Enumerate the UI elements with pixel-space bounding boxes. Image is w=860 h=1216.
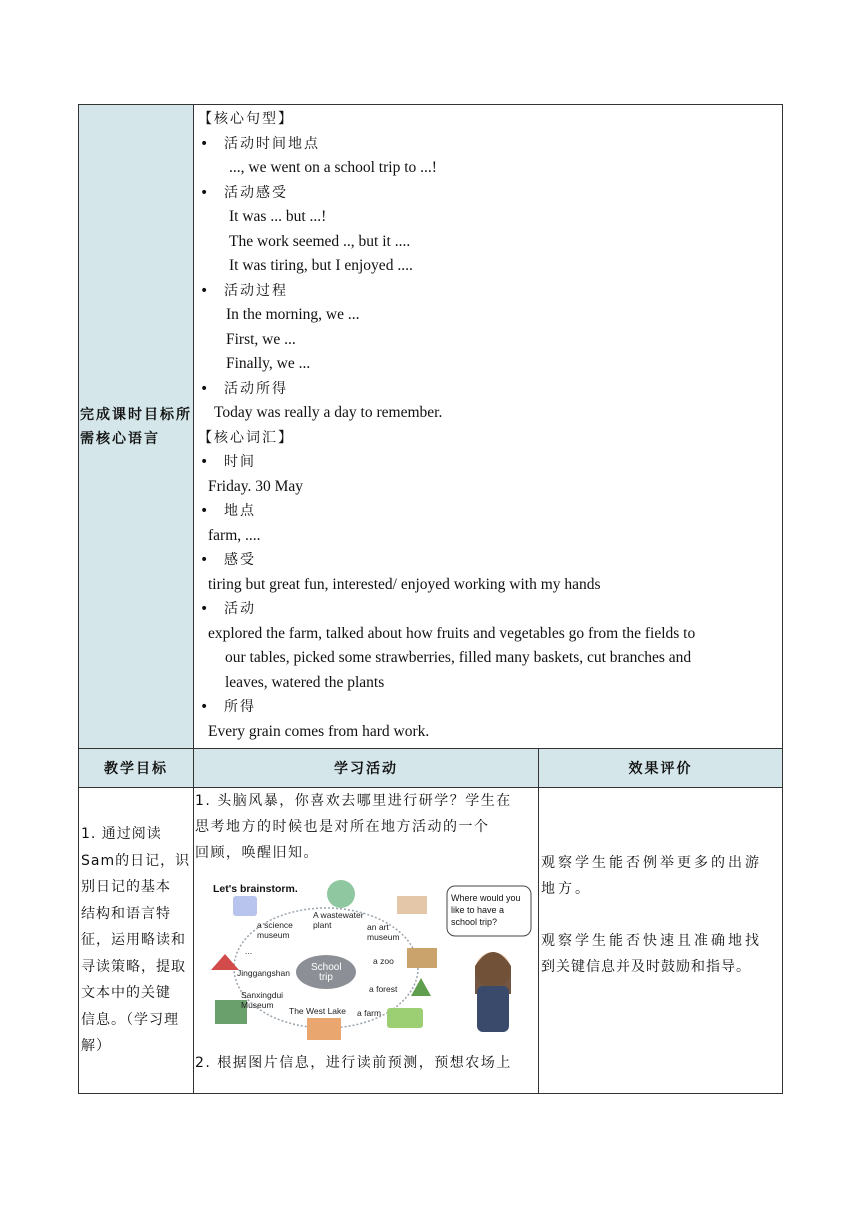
bullet-icon: • [200,454,211,470]
goal-line: Sam的日记，识 [81,852,191,869]
line-text: In the morning, we ... [226,306,360,323]
brainstorm-title: Let's brainstorm. [213,883,298,895]
activity-step2-line: 2. 根据图片信息，进行读前预测，预想农场上 [195,1055,512,1071]
eval-p2-line: 观察学生能否快速且准确地找 [541,933,762,949]
pattern-line [198,328,778,353]
core-language-label-text: 完成课时目标所需核心语言 [80,406,192,447]
bullet-item [198,132,778,157]
goal-line: 别日记的基本 [81,879,171,896]
bullet-item [198,450,778,475]
line-text: First, we ... [226,330,296,348]
line-text: It was ... but ...! [229,208,327,225]
header-row [79,749,783,788]
bubble-text: Where would you like to have a school trip? [451,893,521,927]
place-west-lake: The West Lake [289,1006,347,1016]
activity-vocab-line-3: leaves, watered the plants [225,673,385,691]
teaching-goal [79,788,194,1094]
bullet-item [198,279,778,304]
goal-line: 信息。（学习理 [81,1011,179,1028]
eval-p1-line: 地方。 [541,881,592,897]
farm-icon [387,1008,423,1028]
pattern-line [198,352,778,377]
goal-line: 征，运用略读和 [81,932,186,949]
pattern-line [198,720,778,745]
header-evaluation: 效果评价 [539,749,783,788]
zoo-icon [407,948,437,968]
activity-step1-line: 回顾，唤醒旧知。 [195,845,319,861]
bullet-item [198,695,778,720]
bullet-icon: • [200,699,211,715]
brainstorm-illustration [211,874,521,1044]
line-text: 所得 [224,699,256,715]
content-row [79,788,783,1094]
line-text: The work seemed .., but it .... [229,232,411,250]
activity-vocab-line-2: our tables, picked some strawberries, filled many baskets, cut branches and [225,649,692,666]
place-ellipsis: ... [245,946,253,956]
pattern-line [198,524,778,549]
pattern-line [198,573,778,598]
line-text: tiring but great fun, interested/ enjoyed working with my hands [208,575,601,593]
line-text: 【核心句型】 [198,111,294,127]
goal-line: 解） [81,1038,111,1055]
jinggangshan-icon [211,954,239,970]
eval-p1-line: 观察学生能否例举更多的出游 [541,855,762,871]
core-language-tail [198,695,778,744]
pattern-line [198,156,778,181]
eval-gap [541,902,780,928]
line-text: 活动 [224,601,256,617]
line-text: 感受 [224,552,256,568]
line-text: Every grain comes from hard work. [208,722,430,740]
line-text: It was tiring, but I enjoyed .... [229,257,413,274]
place-jinggangshan: Jinggangshan [237,968,290,978]
core-language-lines [198,107,778,622]
line-text: farm, .... [208,526,261,544]
goal-line: 1. 通过阅读 [81,826,162,843]
header-activity: 学习活动 [194,749,539,788]
place-zoo: a zoo [373,956,394,966]
pattern-line [198,475,778,500]
bullet-item [198,377,778,402]
section-heading [198,107,778,132]
eval-p2-line: 到关键信息并及时鼓励和指导。 [541,959,751,975]
pattern-line [198,230,778,255]
line-text: 活动过程 [224,282,288,299]
goal-line: 文本中的关键 [81,985,171,1002]
place-farm: a farm [357,1008,382,1018]
activity-vocab-line-1: explored the farm, talked about how fruits and vegetables go from the fields to [208,624,696,642]
header-goal: 教学目标 [79,749,194,788]
line-text: ..., we went on a school trip to ...! [229,159,437,176]
pattern-line [198,205,778,230]
bullet-icon: • [200,601,211,617]
place-forest: a forest [369,984,398,994]
core-language-label [79,105,194,749]
activity-step1-line: 1. 头脑风暴，你喜欢去哪里进行研学？学生在 [195,793,512,809]
bullet-icon: • [200,503,211,519]
goal-line: 寻读策略，提取 [81,958,186,975]
eval-spacer [541,788,780,850]
evaluation [539,788,783,1094]
line-text: 【核心词汇】 [198,429,294,446]
wastewater-plant-icon [327,880,355,908]
bullet-icon: • [200,184,211,201]
place-science-museum: a science museum [257,920,293,940]
place-art-museum: an art museum [367,922,400,942]
bullet-icon: • [200,135,211,152]
line-text: 活动时间地点 [224,135,320,152]
line-text: 活动感受 [224,184,288,201]
line-text: 地点 [224,503,256,519]
line-text: Today was really a day to remember. [214,404,443,421]
line-text: 活动所得 [224,380,288,397]
place-sanxingdui: Sanxingdui Museum [241,990,284,1010]
lesson-plan-table [78,104,783,1094]
goal-line: 结构和语言特 [81,905,171,922]
bullet-item [198,548,778,573]
bullet-item [198,597,778,622]
activity-step1-line: 思考地方的时候也是对所在地方活动的一个 [195,819,490,835]
line-text: Finally, we ... [226,355,311,372]
pattern-line [198,254,778,279]
west-lake-icon [307,1018,341,1040]
pattern-line [198,401,778,426]
line-text: Friday. 30 May [208,477,303,495]
bullet-icon: • [200,380,211,397]
place-wastewater-plant: A wastewater plant [313,910,364,930]
center-label: School trip [311,962,342,983]
bullet-icon: • [200,282,211,299]
section-heading [198,426,778,451]
bullet-icon: • [200,552,211,568]
pattern-line [198,303,778,328]
girl-body [477,986,509,1032]
forest-icon [411,978,431,996]
art-museum-icon [397,896,427,914]
activity-vocab-paragraph [198,622,778,696]
line-text: 时间 [224,454,256,470]
core-language-row [79,105,783,749]
core-language-content [194,105,783,749]
bullet-item [198,499,778,524]
learning-activity [194,788,539,1094]
bullet-item [198,181,778,206]
